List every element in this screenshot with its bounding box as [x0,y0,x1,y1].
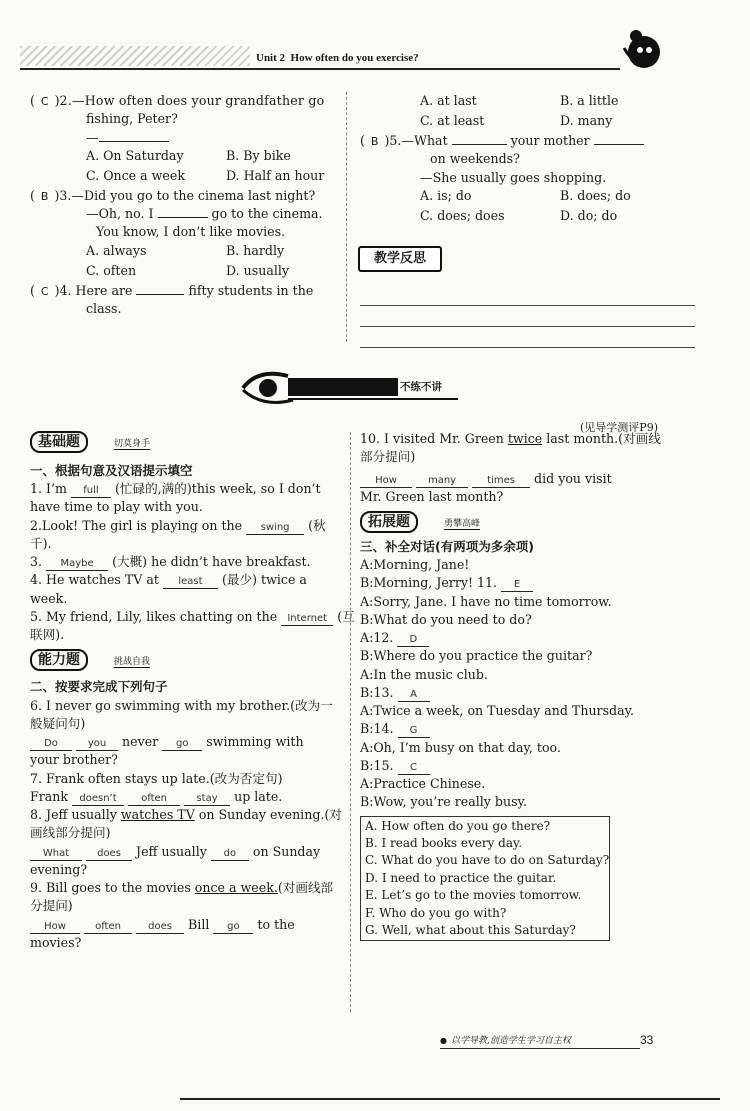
option-item: A. How often do you go there? [365,818,551,833]
dialogue-answer[interactable]: C [398,761,430,775]
section-title: 二、按要求完成下列句子 [30,679,168,695]
option-item: C. What do you have to do on Saturday? [365,853,610,868]
header-hatch [20,46,250,66]
rewrite-q10: 10. I visited Mr. Green twice last month.(对画线 部分提问) How many times did you visit Mr. Green last month? [360,431,661,504]
option-item: B. I read books every day. [365,836,523,851]
section-title: 一、根据句意及汉语提示填空 [30,463,193,478]
reflection-tag: 教学反思 [358,246,442,272]
right-bottom [360,430,700,941]
banner-bar [288,378,398,396]
fill-q3: 3. Maybe (大概) he didn’t have breakfast. [30,554,311,570]
top-right-questions: A. at last B. a little C. at least D. many ( B )5.—What your mother on weekends? —She usually goes shopping. A. is; do B. does; do C. does; does D. do; do [360,92,700,227]
dialogue-line: B:What do you need to do? [360,611,532,627]
mascot-icon [618,22,668,72]
rewrite-q9: 9. Bill goes to the movies once a week.(对画线部 分提问) How often does Bill go to the movies? [30,880,334,950]
fill-q4: 4. He watches TV at least (最少) twice a week. [30,572,307,606]
dialogue-line: B:Morning, Jerry! 11. E [360,574,700,592]
dialogue-line: B:15. C [360,757,700,775]
banner-tag: 不练不讲 [400,381,442,393]
question-3: ( B )3.—Did you go to the cinema last night? —Oh, no. I go to the cinema. You know, I don’t like movies. A. always B. hardly C. often D. usually [30,187,323,278]
dialogue [360,556,700,812]
dialogue-line: B:Where do you practice the guitar? [360,648,593,664]
dialogue-line: A:Practice Chinese. [360,776,486,792]
option-item: F. Who do you go with? [365,905,507,920]
dialogue-line: B:14. G [360,720,700,738]
fill-q1: 1. I’m full (忙碌的,满的)this week, so I don’t have time to play with you. [30,481,321,515]
reflection-lines[interactable] [360,285,695,348]
answer-blank[interactable] [99,141,169,142]
option-item: E. Let’s go to the movies tomorrow. [365,888,582,903]
answer-mark: B [40,189,49,203]
answer-blank[interactable] [452,144,507,145]
dialogue-line: A:Morning, Jane! [360,557,470,573]
answer-blank[interactable] [136,294,184,295]
rewrite-q8: 8. Jeff usually watches TV on Sunday evening.(对 画线部分提问) What does Jeff usually do on Sunday evening? [30,807,342,877]
page-header [20,42,620,72]
question-2: ( C )2.—How often does your grandfather go fishing, Peter? — A. On Saturday B. By bike C. Once a week D. Half an hour [30,93,325,183]
section-title: 三、补全对话(有两项为多余项) [360,539,534,554]
dialogue-line: A:Oh, I’m busy on that day, too. [360,739,561,755]
rewrite-q7: 7. Frank often stays up late.(改为否定句) Frank doesn’t often stay up late. [30,770,283,804]
basic-section [30,432,355,952]
dialogue-answer[interactable]: D [397,633,429,647]
dialogue-line: B:Wow, you’re really busy. [360,794,527,810]
header-title: Unit 2 How often do you exercise? [256,52,419,64]
answer-mark: C [40,95,49,108]
option-item: D. I need to practice the guitar. [365,870,557,885]
option-item: G. Well, what about this Saturday? [365,922,576,937]
question-5: ( B )5.—What your mother on weekends? —She usually goes shopping. A. is; do B. does; do C. does; does D. do; do [360,132,700,227]
page-number: 33 [640,1033,654,1047]
column-divider [346,92,347,342]
reference-note: (见导学测评P9) [580,421,658,434]
column-divider-bottom [350,432,351,1012]
question-4: ( C )4. Here are fifty students in the class. [30,282,314,316]
answer-blank[interactable] [158,217,208,218]
footer [440,1030,660,1050]
dialogue-answer[interactable]: G [398,724,430,738]
ability-tag: 能力题 挑战自我 [30,650,340,676]
dialogue-line: B:13. A [360,684,700,702]
answer-mark: B [370,135,379,148]
footer-bullet-icon: ● [440,1036,447,1045]
basic-tag: 基础题 切莫身手 [30,432,340,458]
footer-slogan: 以学导教,创造学生学习自主权 [451,1036,571,1046]
bottom-rule [180,1098,720,1100]
fill-q2: 2.Look! The girl is playing on the swing (秋 千). [30,517,326,551]
answer-mark: C [40,284,49,298]
dialogue-line: A:In the music club. [360,666,488,682]
practice-banner [238,368,458,408]
rewrite-q6: 6. I never go swimming with my brother.(改为一 般疑问句) Do you never go swimming with your brother? [30,697,333,768]
fill-q5: 5. My friend, Lily, likes chatting on the Internet (互 联网). [30,608,355,643]
header-rule [20,68,620,70]
dialogue-answer[interactable]: E [501,578,533,592]
dialogue-line: A:Twice a week, on Tuesday and Thursday. [360,703,635,719]
extend-tag: 拓展题 勇攀高峰 [360,512,700,538]
top-left-questions [30,92,340,318]
answer-blank[interactable] [594,144,644,145]
dialogue-line: A:Sorry, Jane. I have no time tomorrow. [360,593,612,609]
dialogue-line: A:12. D [360,629,700,647]
dialogue-answer[interactable]: A [398,688,430,702]
options-box [360,816,610,942]
